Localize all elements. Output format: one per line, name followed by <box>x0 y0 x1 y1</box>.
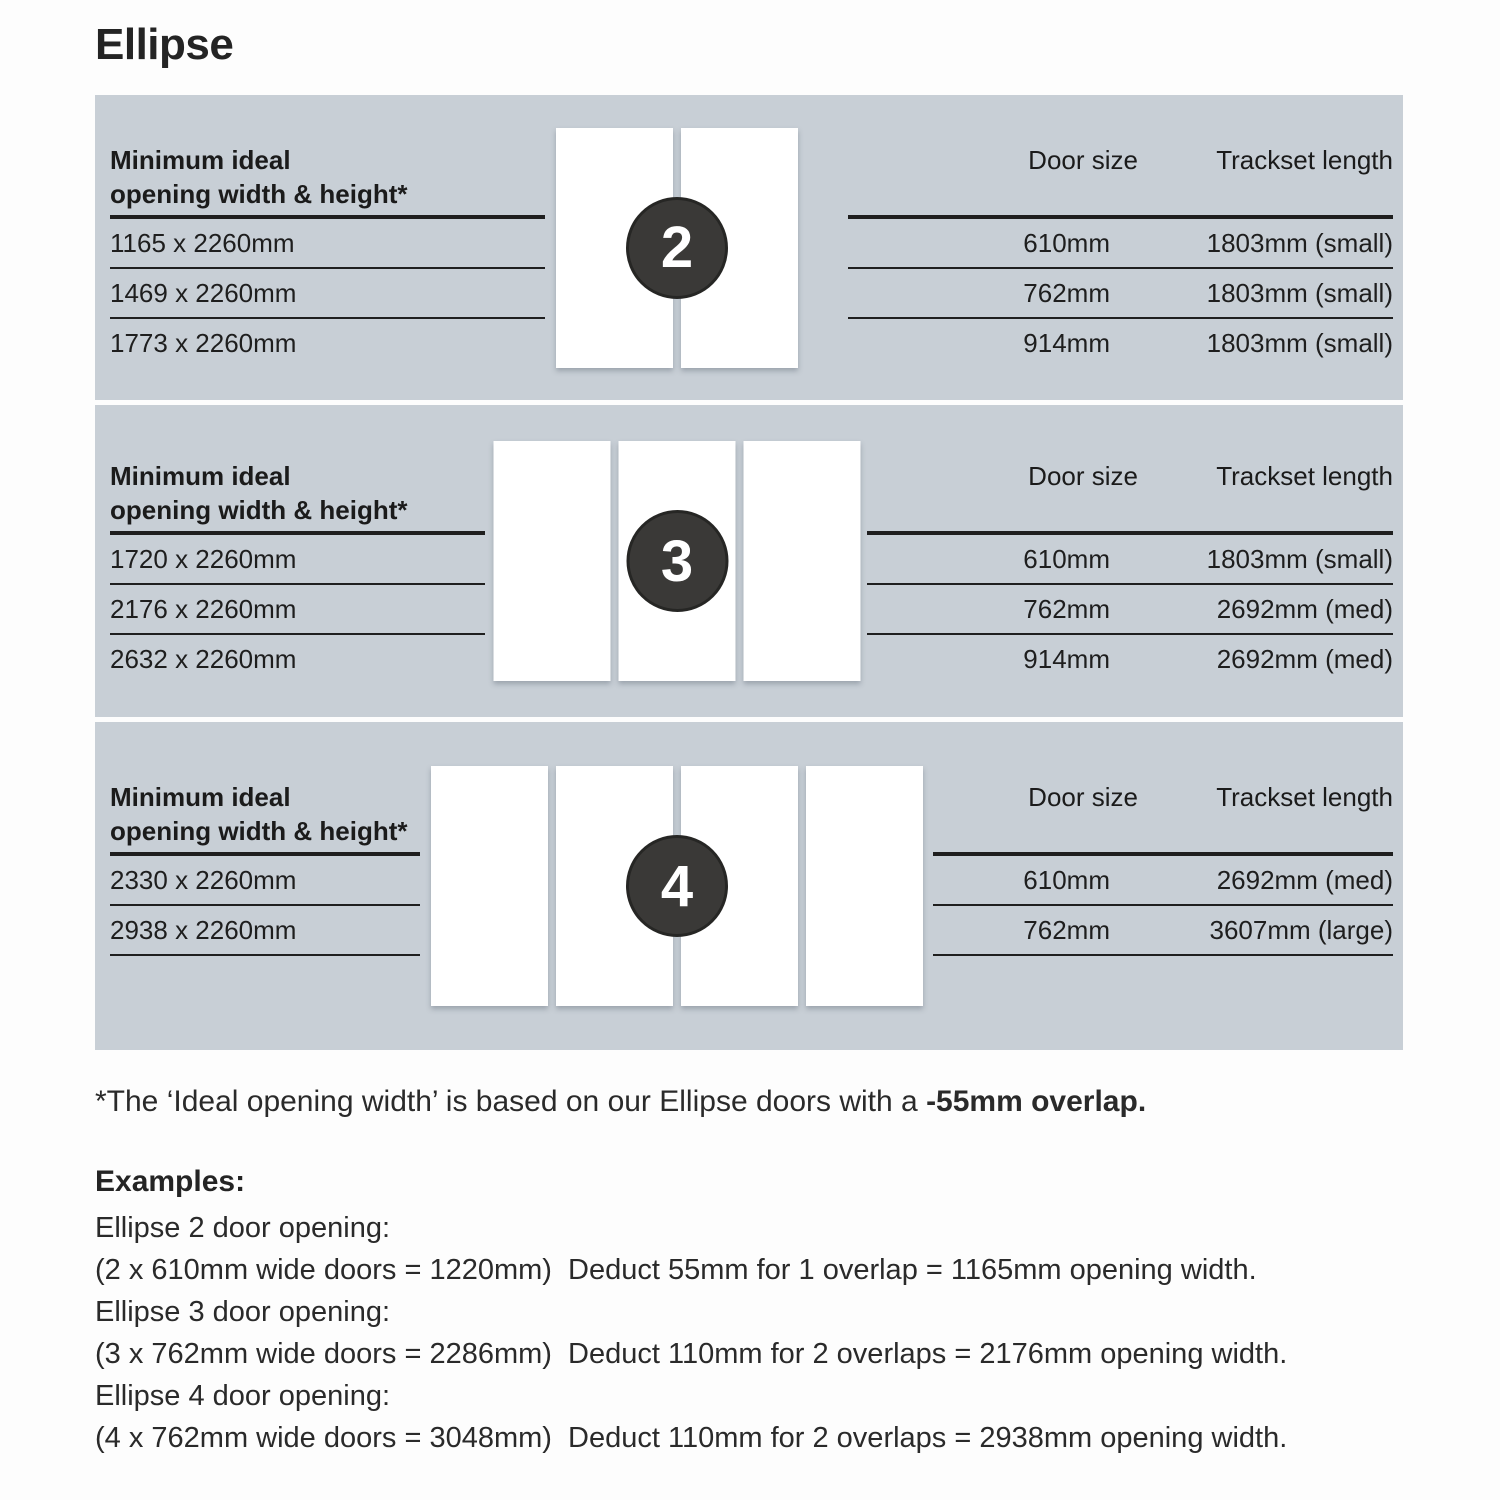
examples-heading: Examples: <box>95 1165 246 1198</box>
opening-header-line1: Minimum ideal <box>110 461 291 491</box>
table-row <box>848 219 1393 269</box>
spec-panels <box>95 95 1403 1055</box>
trackset-header: Trackset length <box>1216 461 1393 491</box>
size-table-column <box>867 459 1393 683</box>
examples-list <box>95 1207 1470 1459</box>
opening-column-header <box>110 143 545 215</box>
door-panel <box>494 441 611 681</box>
opening-header-line2: opening width & height* <box>110 816 408 846</box>
door-size-value: 610mm <box>1023 228 1110 258</box>
table-row: 2938 x 2260mm <box>110 906 420 956</box>
door-size-header: Door size <box>1028 782 1138 812</box>
door-diagram-2 <box>556 128 798 368</box>
door-size-value: 610mm <box>1023 544 1110 574</box>
door-size-value: 762mm <box>1023 594 1110 624</box>
table-row: 2176 x 2260mm <box>110 585 485 635</box>
door-size-header: Door size <box>1028 145 1138 175</box>
table-row <box>867 535 1393 585</box>
table-row: 2330 x 2260mm <box>110 856 420 906</box>
door-count-badge: 4 <box>626 835 728 937</box>
trackset-value: 3607mm (large) <box>1209 915 1393 945</box>
opening-size-column <box>110 780 420 956</box>
table-row <box>933 906 1393 956</box>
footnote-bold-text: -55mm overlap. <box>926 1085 1147 1118</box>
table-row <box>933 856 1393 906</box>
trackset-value: 2692mm (med) <box>1216 865 1393 895</box>
door-count-badge: 3 <box>626 510 728 612</box>
table-row: 1469 x 2260mm <box>110 269 545 319</box>
door-diagram-3 <box>494 441 861 681</box>
table-row <box>848 319 1393 367</box>
trackset-value: 2692mm (med) <box>1216 644 1393 674</box>
door-size-value: 914mm <box>1023 644 1110 674</box>
door-size-header: Door size <box>1028 461 1138 491</box>
opening-header-line2: opening width & height* <box>110 495 408 525</box>
door-panel <box>744 441 861 681</box>
door-panel <box>431 766 548 1006</box>
table-row <box>867 635 1393 683</box>
door-size-value: 762mm <box>1023 278 1110 308</box>
page-title: Ellipse <box>95 20 234 69</box>
example-detail: (3 x 762mm wide doors = 2286mm) Deduct 110mm for 2 overlaps = 2176mm opening width. <box>95 1338 1288 1370</box>
size-table-header <box>867 459 1393 531</box>
trackset-header: Trackset length <box>1216 782 1393 812</box>
table-row <box>848 269 1393 319</box>
panel-3-door <box>95 405 1403 717</box>
opening-size-column <box>110 143 545 367</box>
size-table-column <box>933 780 1393 956</box>
footnote-text: *The ‘Ideal opening width’ is based on our Ellipse doors with a <box>95 1085 927 1118</box>
trackset-value: 1803mm (small) <box>1206 228 1393 258</box>
trackset-value: 1803mm (small) <box>1206 278 1393 308</box>
trackset-value: 2692mm (med) <box>1216 594 1393 624</box>
opening-header-line1: Minimum ideal <box>110 145 291 175</box>
opening-header-line2: opening width & height* <box>110 179 408 209</box>
trackset-value: 1803mm (small) <box>1206 328 1393 358</box>
table-row: 2632 x 2260mm <box>110 644 297 674</box>
opening-size-column <box>110 459 485 683</box>
door-count-badge: 2 <box>626 197 728 299</box>
door-size-value: 610mm <box>1023 865 1110 895</box>
door-panel <box>806 766 923 1006</box>
opening-column-header <box>110 780 420 852</box>
door-size-value: 762mm <box>1023 915 1110 945</box>
panel-4-door <box>95 722 1403 1050</box>
table-row: 1773 x 2260mm <box>110 328 297 358</box>
size-table-column <box>848 143 1393 367</box>
table-row: 1720 x 2260mm <box>110 535 485 585</box>
example-detail: (4 x 762mm wide doors = 3048mm) Deduct 110mm for 2 overlaps = 2938mm opening width. <box>95 1422 1288 1454</box>
example-label: Ellipse 2 door opening: <box>95 1212 391 1244</box>
size-table-header <box>933 780 1393 852</box>
opening-header-line1: Minimum ideal <box>110 782 291 812</box>
notes-section <box>95 1085 1470 1459</box>
door-diagram-4 <box>431 766 923 1006</box>
trackset-value: 1803mm (small) <box>1206 544 1393 574</box>
example-detail: (2 x 610mm wide doors = 1220mm) Deduct 55mm for 1 overlap = 1165mm opening width. <box>95 1254 1257 1286</box>
size-table-header <box>848 143 1393 215</box>
opening-column-header <box>110 459 485 531</box>
trackset-header: Trackset length <box>1216 145 1393 175</box>
overlap-footnote <box>95 1085 1470 1119</box>
example-label: Ellipse 4 door opening: <box>95 1380 391 1412</box>
door-size-value: 914mm <box>1023 328 1110 358</box>
table-row: 1165 x 2260mm <box>110 219 545 269</box>
example-label: Ellipse 3 door opening: <box>95 1296 391 1328</box>
panel-2-door <box>95 95 1403 400</box>
table-row <box>867 585 1393 635</box>
